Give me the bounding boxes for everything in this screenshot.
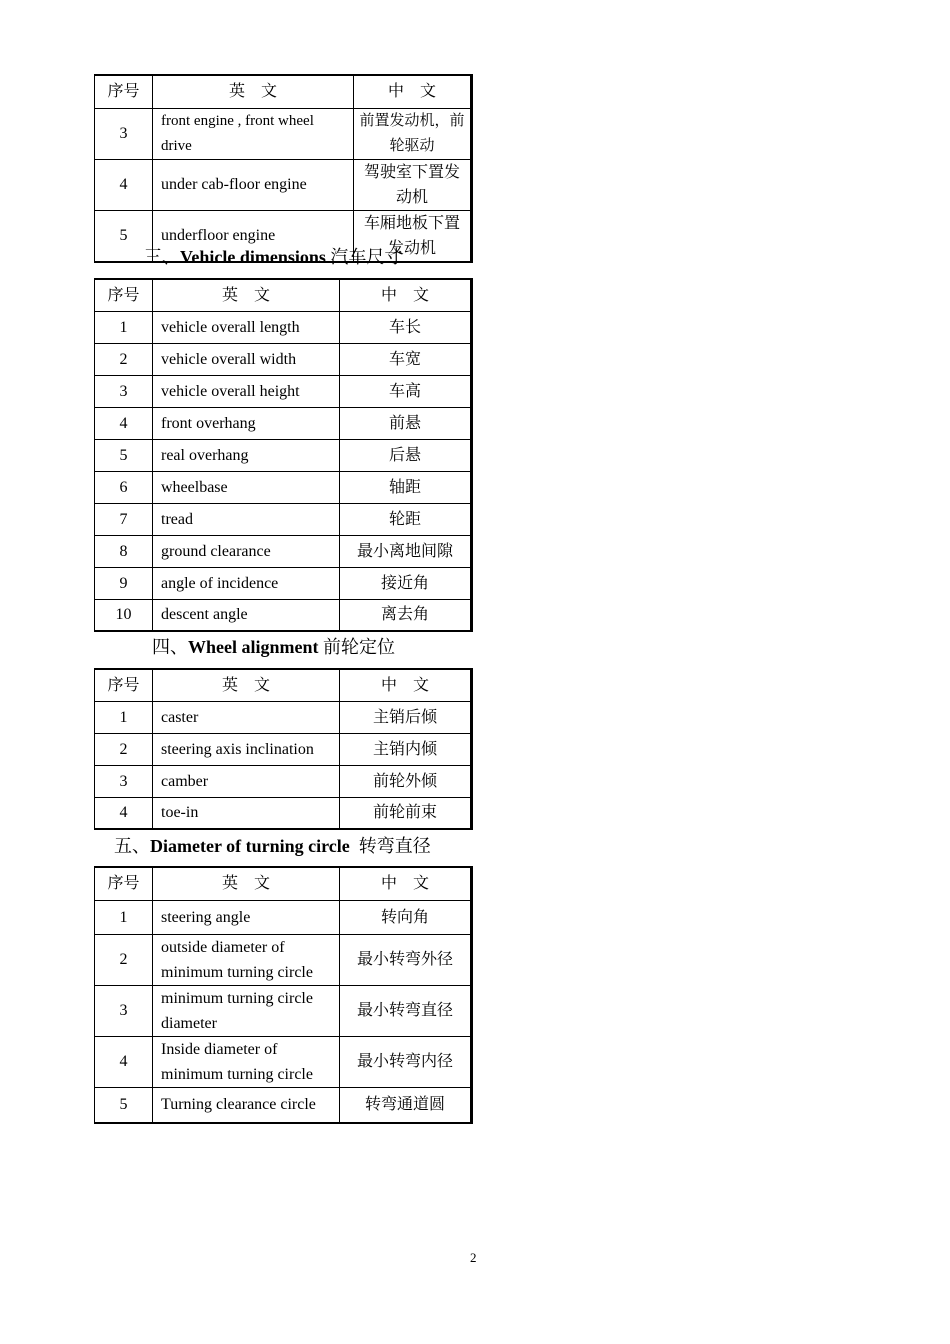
header-no: 序号 [95,867,153,900]
row-en: steering axis inclination [153,733,340,765]
turning-circle-table [94,866,473,1124]
row-zh: 主销内倾 [340,733,472,765]
section-heading-turning-circle [114,834,431,858]
row-zh: 轴距 [340,471,472,503]
header-zh: 中 文 [354,75,472,108]
row-en: Turning clearance circle [153,1087,340,1123]
table-header-row [95,669,472,701]
row-en: real overhang [153,439,340,471]
table-row [95,765,472,797]
table-row [95,900,472,934]
row-zh: 最小离地间隙 [340,535,472,567]
header-no: 序号 [95,75,153,108]
section-prefix: 三、 [144,247,180,267]
row-no: 5 [95,1087,153,1123]
row-en: under cab-floor engine [153,159,354,210]
row-en: angle of incidence [153,567,340,599]
table-row [95,567,472,599]
row-en: descent angle [153,599,340,631]
table-row [95,108,472,159]
section-title-en: Vehicle dimensions [180,247,326,267]
header-en: 英 文 [153,279,340,311]
wheel-alignment-table [94,668,473,830]
table-header-row [95,279,472,311]
row-en: steering angle [153,900,340,934]
row-zh: 前置发动机，前轮驱动 [354,108,472,159]
row-zh: 最小转弯直径 [340,985,472,1036]
row-zh: 前轮外倾 [340,765,472,797]
row-zh: 车高 [340,375,472,407]
row-zh: 接近角 [340,567,472,599]
vehicle-dimensions-table [94,278,473,632]
table-row [95,599,472,631]
row-zh: 车厢地板下置发动机 [354,210,472,262]
header-zh: 中 文 [340,669,472,701]
row-en: camber [153,765,340,797]
section-title-en: Diameter of turning circle [150,836,350,856]
row-no: 4 [95,1036,153,1087]
table-row [95,375,472,407]
table-row [95,733,472,765]
row-en: front overhang [153,407,340,439]
row-no: 3 [95,108,153,159]
table-row [95,311,472,343]
table-row [95,535,472,567]
row-en: vehicle overall height [153,375,340,407]
table-row [95,343,472,375]
row-no: 9 [95,567,153,599]
row-zh: 车长 [340,311,472,343]
table-row [95,1087,472,1123]
header-zh: 中 文 [340,279,472,311]
header-en: 英 文 [153,669,340,701]
table-row [95,1036,472,1087]
row-no: 1 [95,701,153,733]
row-no: 4 [95,797,153,829]
header-en: 英 文 [153,867,340,900]
table-row [95,471,472,503]
row-no: 3 [95,985,153,1036]
row-no: 5 [95,210,153,262]
header-no: 序号 [95,279,153,311]
row-no: 10 [95,599,153,631]
row-en: underfloor engine [153,210,354,262]
page-number: 2 [470,1250,477,1265]
section-title-zh: 汽车尺寸 [325,247,403,267]
table-row [95,503,472,535]
row-zh: 后悬 [340,439,472,471]
row-no: 2 [95,733,153,765]
row-en: outside diameter of minimum turning circle [153,934,340,985]
engine-position-table [94,74,473,263]
row-en: ground clearance [153,535,340,567]
row-zh: 主销后倾 [340,701,472,733]
row-zh: 转向角 [340,900,472,934]
section-title-en: Wheel alignment [188,637,319,657]
row-zh: 前悬 [340,407,472,439]
row-no: 4 [95,159,153,210]
row-zh: 转弯通道圆 [340,1087,472,1123]
row-zh: 离去角 [340,599,472,631]
row-en: minimum turning circle diameter [153,985,340,1036]
table-header-row [95,867,472,900]
row-zh: 车宽 [340,343,472,375]
row-zh: 最小转弯内径 [340,1036,472,1087]
section-heading-vehicle-dimensions [144,245,402,269]
row-no: 7 [95,503,153,535]
table-row [95,934,472,985]
row-no: 3 [95,375,153,407]
row-en: toe-in [153,797,340,829]
row-no: 1 [95,900,153,934]
row-en: wheelbase [153,471,340,503]
row-no: 6 [95,471,153,503]
row-no: 2 [95,343,153,375]
row-no: 2 [95,934,153,985]
row-en: vehicle overall length [153,311,340,343]
section-prefix: 五、 [114,836,150,856]
row-no: 4 [95,407,153,439]
table-header-row [95,75,472,108]
row-no: 5 [95,439,153,471]
header-en: 英 文 [153,75,354,108]
header-zh: 中 文 [340,867,472,900]
row-en: vehicle overall width [153,343,340,375]
table-row [95,985,472,1036]
section-title-zh: 转弯直径 [349,836,431,856]
section-title-zh: 前轮定位 [318,637,395,657]
table-row [95,439,472,471]
row-zh: 轮距 [340,503,472,535]
section-prefix: 四、 [152,637,188,657]
row-en: caster [153,701,340,733]
row-zh: 前轮前束 [340,797,472,829]
row-zh: 最小转弯外径 [340,934,472,985]
row-zh: 驾驶室下置发动机 [354,159,472,210]
row-en: front engine , front wheel drive [153,108,354,159]
row-no: 3 [95,765,153,797]
row-en: tread [153,503,340,535]
table-row [95,407,472,439]
row-en: Inside diameter of minimum turning circle [153,1036,340,1087]
table-row [95,159,472,210]
table-row [95,797,472,829]
table-row [95,701,472,733]
section-heading-wheel-alignment [152,635,395,659]
row-no: 8 [95,535,153,567]
header-no: 序号 [95,669,153,701]
row-no: 1 [95,311,153,343]
